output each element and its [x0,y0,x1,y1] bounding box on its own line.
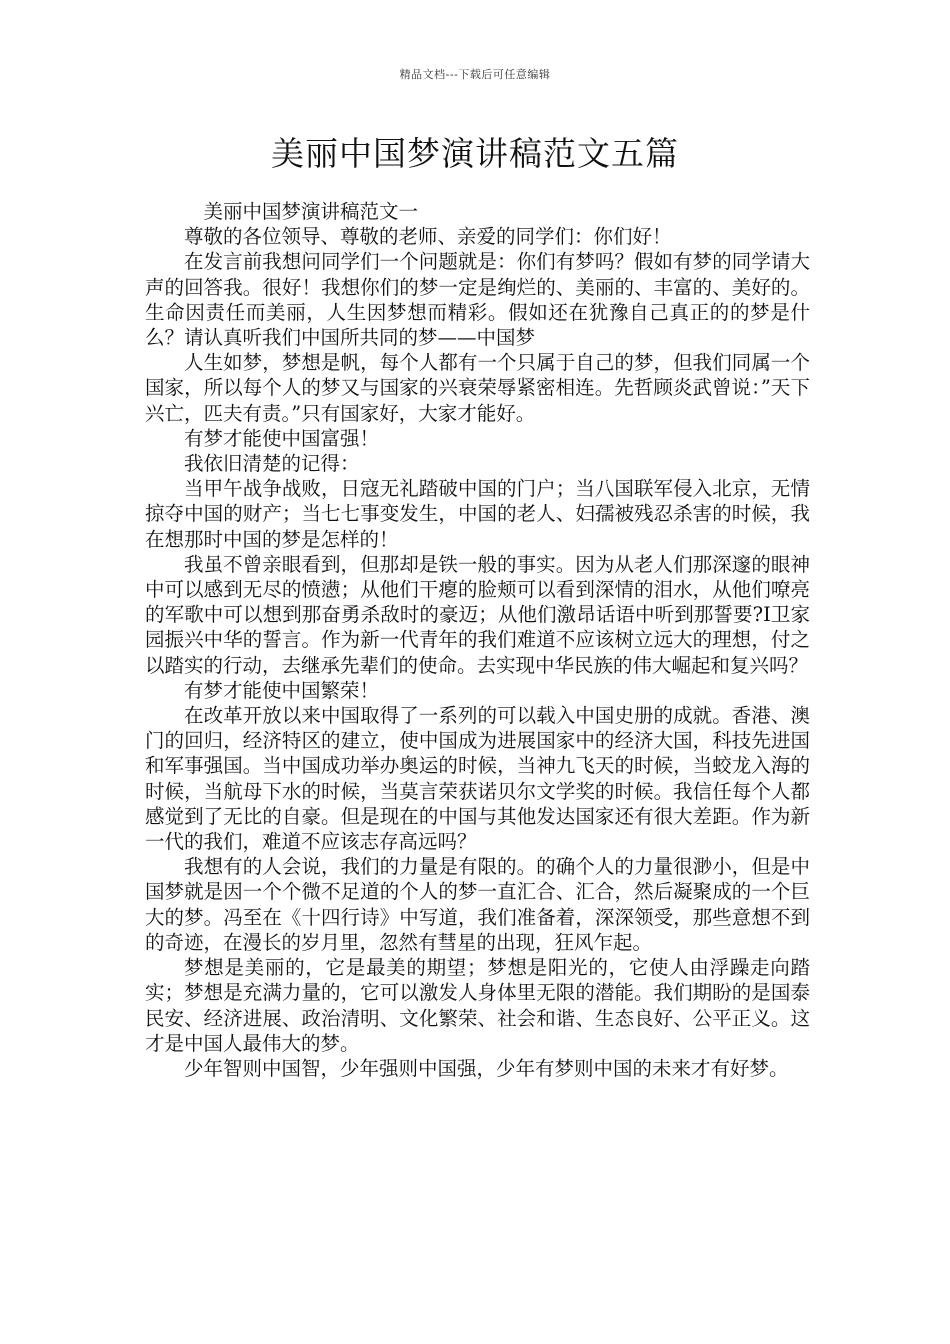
paragraph: 我依旧清楚的记得： [184,452,360,476]
paragraph: 梦想是美丽的，它是最美的期望；梦想是阳光的，它使人由浮躁走向踏实；梦想是充满力量的，它可以激发人身体里无限的潜能。我们期盼的是国泰民安、经济进展、政治清明、文化繁荣、社会和谐、生态良好、公平正义。这才是中国人最伟大的梦。 [145,956,810,1055]
paragraph: 人生如梦，梦想是帆，每个人都有一个只属于自己的梦，但我们同属一个国家，所以每个人的梦又与国家的兴衰荣辱紧密相连。先哲顾炎武曾说：”天下兴亡，匹夫有责。”只有国家好，大家才能好。 [145,351,810,425]
paragraph: 少年智则中国智，少年强则中国强，少年有梦则中国的未来才有好梦。 [184,1056,789,1080]
paragraph: 有梦才能使中国富强！ [184,426,380,450]
document-title: 美丽中国梦演讲稿范文五篇 [271,134,679,173]
paragraph: 有梦才能使中国繁荣！ [184,678,380,702]
paragraph: 尊敬的各位领导、尊敬的老师、亲爱的同学们：你们好！ [184,225,672,249]
paragraph: 我虽不曾亲眼看到，但那却是铁一般的事实。因为从老人们那深邃的眼神中可以感到无尽的愤懑；从他们干瘪的脸颊可以看到深情的泪水，从他们嘹亮的军歌中可以想到那奋勇杀敌时的豪迈；从他们激昂话语中听到那誓要?I卫家园振兴中华的誓言。作为新一代青年的我们难道不应该树立远大的理想，付之以踏实的行动，去继承先辈们的使命。去实现中华民族的伟大崛起和复兴吗？ [145,552,810,677]
header-note: 精品文档---下载后可任意编辑 [399,68,551,81]
paragraph: 当甲午战争战败，日寇无礼踏破中国的门户；当八国联军侵入北京，无情掠夺中国的财产；当七七事变发生，中国的老人、妇孺被残忍杀害的时候，我在想那时中国的梦是怎样的！ [145,477,810,551]
paragraph: 在发言前我想问同学们一个问题就是：你们有梦吗？假如有梦的同学请大声的回答我。很好！我想你们的梦一定是绚烂的、美丽的、丰富的、美好的。生命因责任而美丽，人生因梦想而精彩。假如还在犹豫自己真正的的梦是什么？请认真听我们中国所共同的梦——中国梦 [145,250,810,350]
paragraph: 我想有的人会说，我们的力量是有限的。的确个人的力量很渺小，但是中国梦就是因一个个微不足道的个人的梦一直汇合、汇合，然后凝聚成的一个巨大的梦。冯至在《十四行诗》中写道，我们准备着，深深领受，那些意想不到的奇迹，在漫长的岁月里，忽然有彗星的出现，狂风乍起。 [145,855,810,954]
document-body [145,199,810,1081]
paragraph: 在改革开放以来中国取得了一系列的可以载入中国史册的成就。香港、澳门的回归，经济特区的建立，使中国成为进展国家中的经济大国，科技先进国和军事强国。当中国成功举办奥运的时候，当神九飞天的时候，当蛟龙入海的时候，当航母下水的时候，当莫言荣获诺贝尔文学奖的时候。我信任每个人都感觉到了无比的自豪。但是现在的中国与其他发达国家还有很大差距。作为新一代的我们，难道不应该志存高远吗？ [145,704,810,854]
section-heading: 美丽中国梦演讲稿范文一 [203,200,419,223]
